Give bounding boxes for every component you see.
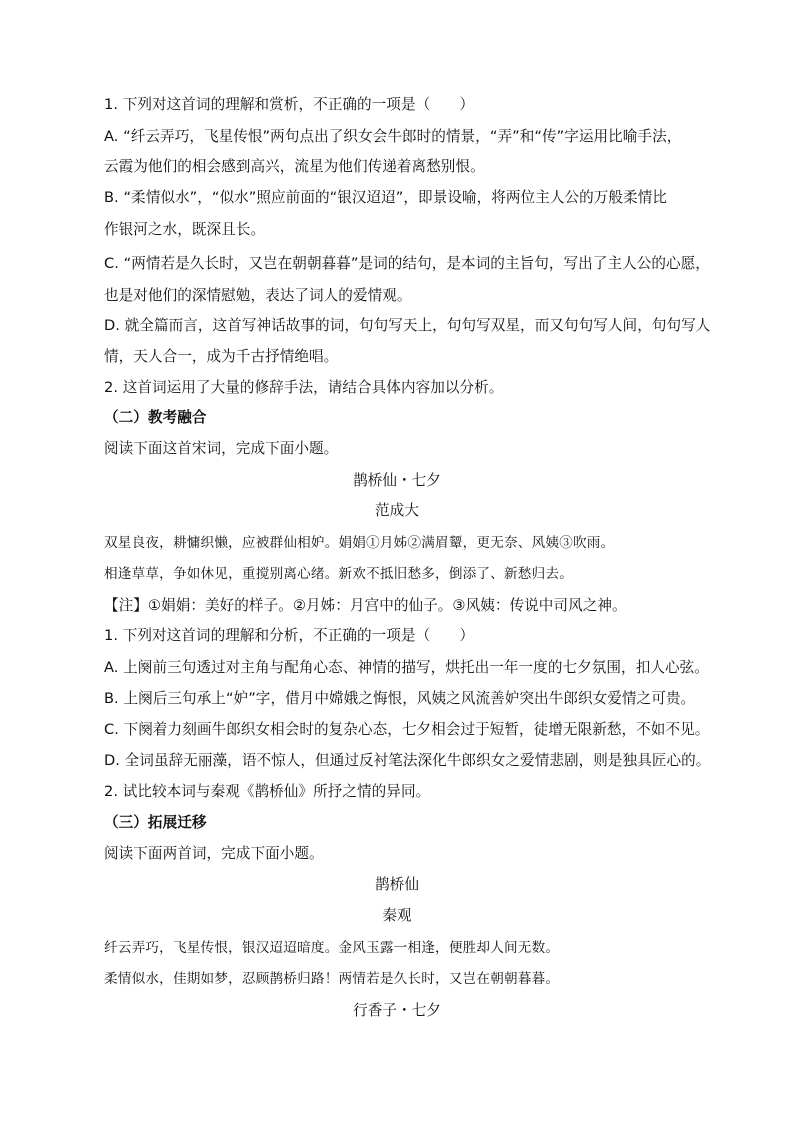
option-2-b: B. 上阕后三句承上“妒”字，借月中嫦娥之悔恨，风姨之风流善妒突出牛郎织女爱情之可贵。 bbox=[104, 690, 696, 707]
poem-qin-line-1: 纤云弄巧，飞星传恨，银汉迢迢暗度。金风玉露一相逢，便胜却人间无数。 bbox=[104, 940, 560, 956]
option-2-a: A. 上阕前三句透过对主角与配角心态、神情的描写，烘托出一年一度的七夕氛围，扣人心弦。 bbox=[104, 659, 709, 676]
section-heading-3: （三）拓展迁移 bbox=[104, 814, 207, 831]
option-c-line-2: 也是对他们的深情慰勉，表达了词人的爱情观。 bbox=[104, 287, 412, 304]
section-heading-2: （二）教考融合 bbox=[104, 409, 207, 426]
section-3-intro: 阅读下面两首词，完成下面小题。 bbox=[104, 845, 324, 862]
poem-fan-line-2: 相逢草草，争如休见，重搅别离心绪。新欢不抵旧愁多，倒添了、新愁归去。 bbox=[104, 566, 573, 582]
option-a-line-1: A. “纤云弄巧，飞星传恨”两句点出了织女会牛郎时的情景，“弄”和“传”字运用比喻手法， bbox=[104, 128, 682, 145]
option-2-c: C. 下阕着力刻画牛郎织女相会时的复杂心态，七夕相会过于短暂，徒增无限新愁，不如不见。 bbox=[104, 721, 710, 738]
option-b-line-1: B. “柔情似水”，“似水”照应前面的“银汉迢迢”，即景设喻，将两位主人公的万般柔情比 bbox=[104, 189, 667, 206]
poem-title-next: 行香子・七夕 bbox=[353, 1002, 441, 1019]
poem-author-qin: 秦观 bbox=[382, 907, 412, 924]
poem-qin-line-2: 柔情似水，佳期如梦，忍顾鹊桥归路！两情若是久长时，又岂在朝朝暮暮。 bbox=[104, 971, 560, 987]
option-d-line-1: D. 就全篇而言，这首写神话故事的词，句句写天上，句句写双星，而又句句写人间，句句写人 bbox=[104, 317, 711, 334]
option-d-line-2: 情，天人合一，成为千古抒情绝唱。 bbox=[104, 348, 339, 365]
poem-fan-line-1: 双星良夜，耕慵织懒，应被群仙相妒。娟娟①月姊②满眉颦，更无奈、风姨③吹雨。 bbox=[104, 535, 615, 551]
option-2-d: D. 全词虽辞无丽藻，语不惊人，但通过反衬笔法深化牛郎织女之爱情悲剧，则是独具匠心的。 bbox=[104, 752, 711, 769]
question-1: 1. 下列对这首词的理解和赏析，不正确的一项是（ ） bbox=[104, 96, 475, 113]
poem-title-fan: 鹊桥仙・七夕 bbox=[353, 472, 441, 489]
poem-title-qin: 鹊桥仙 bbox=[375, 876, 419, 893]
poem-note: 【注】①娟娟：美好的样子。②月姊：月宫中的仙子。③风姨：传说中司风之神。 bbox=[104, 597, 627, 614]
question-2-2: 2. 试比较本词与秦观《鹊桥仙》所抒之情的异同。 bbox=[104, 783, 431, 800]
question-2: 2. 这首词运用了大量的修辞手法，请结合具体内容加以分析。 bbox=[104, 379, 504, 396]
poem-author-fan: 范成大 bbox=[375, 502, 419, 519]
question-2-1: 1. 下列对这首词的理解和分析，不正确的一项是（ ） bbox=[104, 627, 475, 644]
option-c-line-1: C. “两情若是久长时，又岂在朝朝暮暮”是词的结句，是本词的主旨句，写出了主人公的心愿， bbox=[104, 255, 710, 272]
option-b-line-2: 作银河之水，既深且长。 bbox=[104, 221, 266, 238]
option-a-line-2: 云霞为他们的相会感到高兴，流星为他们传递着离愁别恨。 bbox=[104, 158, 485, 175]
section-2-intro: 阅读下面这首宋词，完成下面小题。 bbox=[104, 440, 339, 457]
